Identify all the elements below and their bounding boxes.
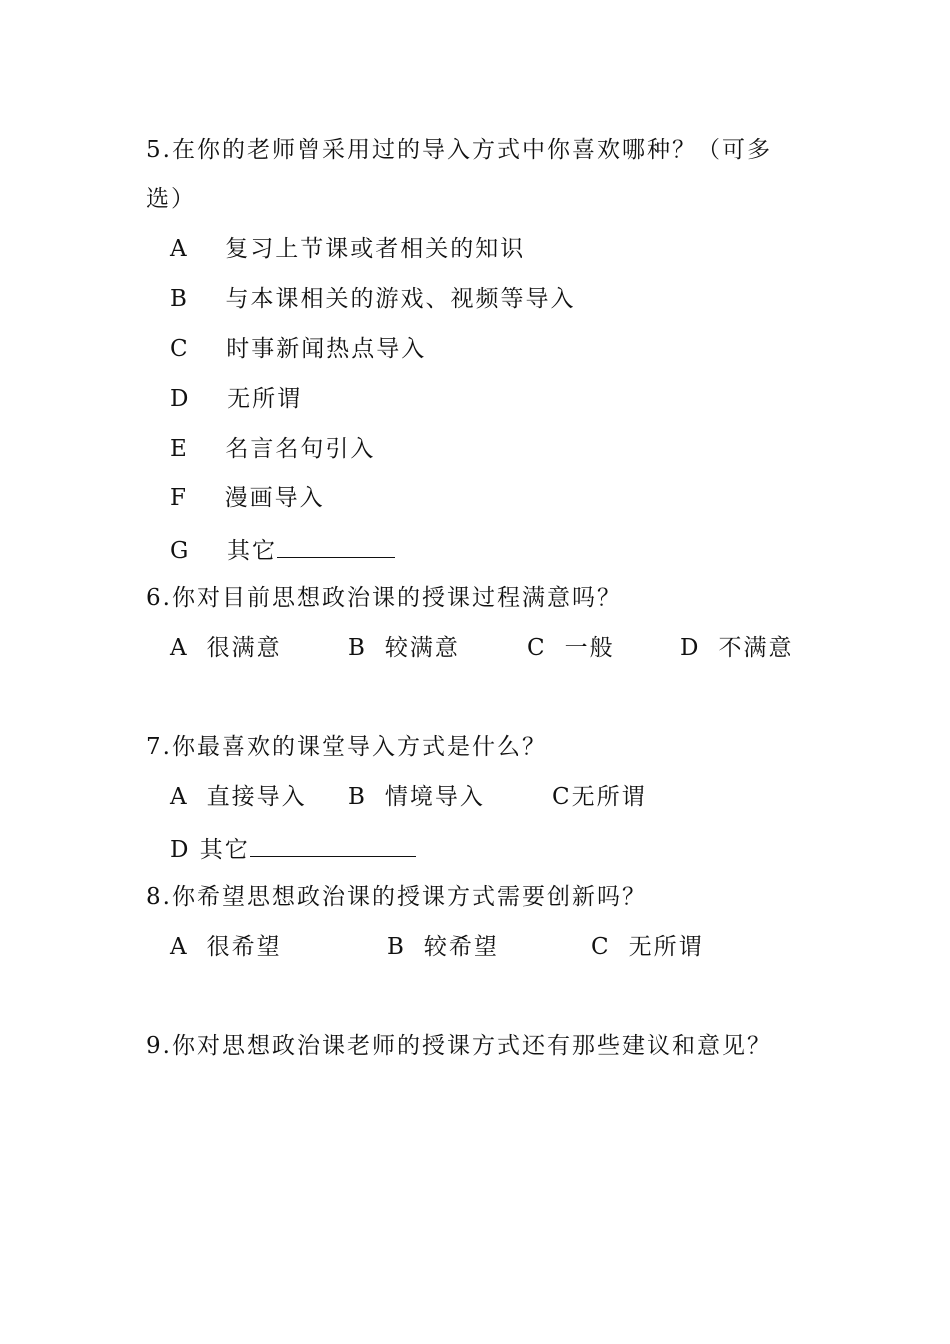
option-text: 名言名句引入 xyxy=(225,436,376,462)
option-text: 与本课相关的游戏、视频等导入 xyxy=(225,286,576,312)
q5-option-d[interactable] xyxy=(170,384,302,414)
option-letter: F xyxy=(170,485,188,511)
answer-blank[interactable] xyxy=(250,832,416,857)
answer-blank[interactable] xyxy=(277,533,395,558)
option-text: D 其它 xyxy=(170,837,250,863)
q5-option-b[interactable] xyxy=(170,284,576,314)
option-text: 直接导入 xyxy=(206,784,307,810)
q7-option-c[interactable]: C无所谓 xyxy=(552,784,647,810)
option-letter: A xyxy=(170,934,189,960)
option-letter: B xyxy=(348,635,367,661)
q8-question: 8.你希望思想政治课的授课方式需要创新吗？ xyxy=(146,884,647,910)
q8-option-a[interactable] xyxy=(170,932,282,962)
option-text: 较满意 xyxy=(384,635,460,661)
q8-option-c[interactable] xyxy=(591,932,704,962)
option-text: 较希望 xyxy=(423,934,499,960)
q6-option-b[interactable] xyxy=(348,633,460,663)
option-letter: D xyxy=(170,386,191,412)
option-letter: D xyxy=(680,635,701,661)
option-letter: A xyxy=(170,635,189,661)
option-letter: A xyxy=(170,784,189,810)
option-letter: C xyxy=(170,336,190,362)
option-text: 无所谓 xyxy=(628,934,704,960)
q9-question: 9.你对思想政治课老师的授课方式还有那些建议和意见？ xyxy=(146,1033,772,1059)
q7-option-d[interactable] xyxy=(170,832,416,865)
option-text: 很满意 xyxy=(206,635,282,661)
q5-option-c[interactable] xyxy=(170,334,426,364)
option-letter: B xyxy=(170,286,189,312)
option-text: 不满意 xyxy=(718,635,794,661)
option-letter: C xyxy=(527,635,547,661)
q7-option-a[interactable] xyxy=(170,782,307,812)
q7-option-b[interactable] xyxy=(348,782,485,812)
q5-question-line1: 5.在你的老师曾采用过的导入方式中你喜欢哪种？（可多 xyxy=(146,137,772,163)
option-text: 漫画导入 xyxy=(224,485,325,511)
option-letter: B xyxy=(387,934,406,960)
option-letter: E xyxy=(170,436,189,462)
option-text: 时事新闻热点导入 xyxy=(226,336,427,362)
q5-question-line2: 选） xyxy=(146,186,196,212)
q7-question: 7.你最喜欢的课堂导入方式是什么？ xyxy=(146,734,547,760)
option-text: 情境导入 xyxy=(384,784,485,810)
q5-option-a[interactable] xyxy=(170,234,525,264)
option-letter: C xyxy=(591,934,611,960)
option-text: 无所谓 xyxy=(227,386,303,412)
option-text: 很希望 xyxy=(206,934,282,960)
q6-option-a[interactable] xyxy=(170,633,282,663)
option-text: 复习上节课或者相关的知识 xyxy=(225,236,526,262)
option-text: 一般 xyxy=(564,635,615,661)
q6-question: 6.你对目前思想政治课的授课过程满意吗？ xyxy=(146,585,622,611)
q8-option-b[interactable] xyxy=(387,932,499,962)
q5-option-g[interactable] xyxy=(170,533,395,566)
option-letter: B xyxy=(348,784,367,810)
q5-option-e[interactable] xyxy=(170,434,375,464)
option-letter: A xyxy=(170,236,189,262)
option-letter: G xyxy=(170,538,191,564)
option-text: 其它 xyxy=(227,538,277,564)
q6-option-c[interactable] xyxy=(527,633,615,663)
q6-option-d[interactable] xyxy=(680,633,793,663)
q5-option-f[interactable] xyxy=(170,483,325,513)
